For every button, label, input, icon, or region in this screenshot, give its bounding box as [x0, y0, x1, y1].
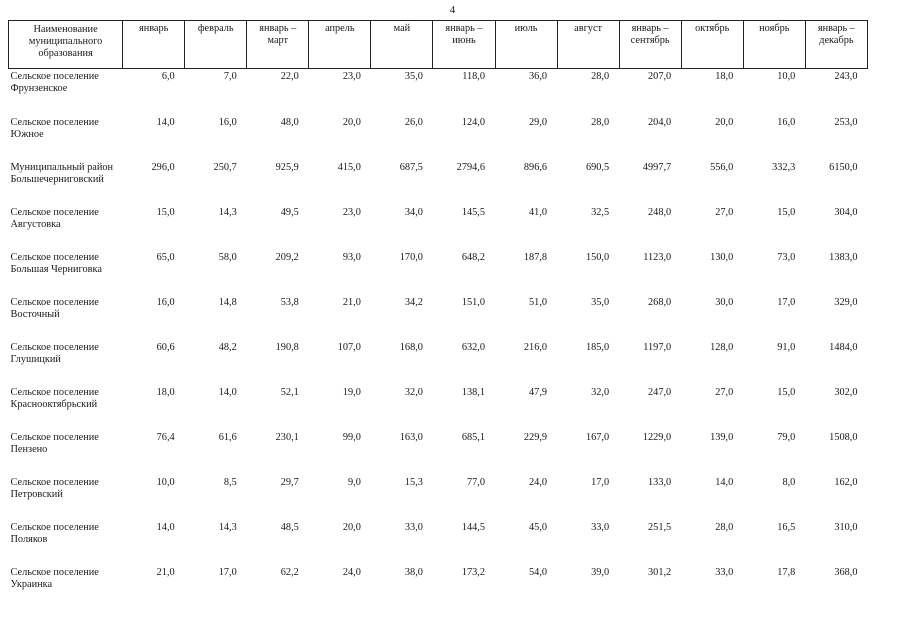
value-cell: 556,0 — [710, 162, 734, 173]
value-cell: 14,3 — [218, 522, 237, 533]
page-number: 4 — [449, 4, 456, 16]
column-header-aug: август — [557, 21, 619, 69]
value-cell: 21,0 — [342, 297, 361, 308]
value-cell: 209,2 — [275, 252, 299, 263]
value-cell: 73,0 — [777, 252, 796, 263]
value-cell: 45,0 — [529, 522, 548, 533]
value-cell: 33,0 — [715, 567, 734, 578]
value-cell: 29,0 — [529, 117, 548, 128]
value-cell: 99,0 — [342, 432, 361, 443]
value-cell: 39,0 — [591, 567, 610, 578]
value-cell: 54,0 — [529, 567, 548, 578]
value-cell: 93,0 — [342, 252, 361, 263]
column-header-9m: январь – сентябрь — [619, 21, 681, 69]
value-cell: 60,6 — [156, 342, 175, 353]
value-cell: 16,0 — [218, 117, 237, 128]
value-cell: 76,4 — [156, 432, 175, 443]
value-cell: 14,8 — [218, 297, 237, 308]
value-cell: 304,0 — [834, 207, 858, 218]
value-cell: 62,2 — [280, 567, 299, 578]
value-cell: 251,5 — [648, 522, 672, 533]
value-cell: 15,0 — [777, 387, 796, 398]
value-cell: 332,3 — [772, 162, 796, 173]
column-header-apr: апрель — [309, 21, 371, 69]
value-cell: 687,5 — [399, 162, 423, 173]
value-cell: 34,0 — [404, 207, 423, 218]
value-cell: 1123,0 — [643, 252, 672, 263]
value-cell: 27,0 — [715, 387, 734, 398]
table-row — [9, 341, 868, 386]
value-cell: 14,3 — [218, 207, 237, 218]
column-header-may: май — [371, 21, 433, 69]
data-table — [8, 20, 868, 611]
municipality-title: Восточный — [10, 309, 60, 320]
value-cell: 15,3 — [404, 477, 423, 488]
column-header-nov: ноябрь — [743, 21, 805, 69]
value-cell: 310,0 — [834, 522, 858, 533]
value-cell: 133,0 — [648, 477, 672, 488]
table-row — [9, 476, 868, 521]
municipality-name-cell — [9, 521, 123, 566]
value-cell: 139,0 — [710, 432, 734, 443]
municipality-name-cell — [9, 161, 123, 206]
value-cell: 925,9 — [275, 162, 299, 173]
value-cell: 301,2 — [648, 567, 672, 578]
value-cell: 167,0 — [585, 432, 610, 443]
value-cell: 79,0 — [777, 432, 796, 443]
value-cell: 173,2 — [461, 567, 485, 578]
municipality-name-cell — [9, 476, 123, 521]
value-cell: 23,0 — [342, 71, 361, 82]
value-cell: 34,2 — [404, 297, 423, 308]
municipality-title: Большая Черниговка — [10, 264, 102, 275]
value-cell: 243,0 — [834, 71, 858, 82]
column-header-year: январь – декабрь — [805, 21, 867, 69]
value-cell: 8,0 — [782, 477, 796, 488]
value-cell: 329,0 — [834, 297, 858, 308]
value-cell: 49,5 — [280, 207, 299, 218]
value-cell: 170,0 — [399, 252, 423, 263]
value-cell: 248,0 — [648, 207, 672, 218]
value-cell: 48,0 — [280, 117, 299, 128]
value-cell: 52,1 — [280, 387, 299, 398]
value-cell: 204,0 — [648, 117, 672, 128]
value-cell: 17,0 — [591, 477, 610, 488]
municipality-name-cell — [9, 251, 123, 296]
value-cell: 185,0 — [585, 342, 610, 353]
value-cell: 128,0 — [710, 342, 734, 353]
value-cell: 16,0 — [777, 117, 796, 128]
value-cell: 17,0 — [218, 567, 237, 578]
value-cell: 17,0 — [777, 297, 796, 308]
value-cell: 6,0 — [161, 71, 175, 82]
value-cell: 33,0 — [404, 522, 423, 533]
value-cell: 41,0 — [529, 207, 548, 218]
value-cell: 296,0 — [151, 162, 175, 173]
municipality-type: Сельское поселение — [10, 252, 99, 263]
value-cell: 32,5 — [591, 207, 610, 218]
municipality-title: Фрунзенское — [10, 83, 68, 94]
municipality-name-cell — [9, 206, 123, 251]
municipality-type: Сельское поселение — [10, 432, 99, 443]
value-cell: 21,0 — [156, 567, 175, 578]
value-cell: 302,0 — [834, 387, 858, 398]
column-header-oct: октябрь — [681, 21, 743, 69]
value-cell: 20,0 — [715, 117, 734, 128]
value-cell: 230,1 — [275, 432, 299, 443]
table-row — [9, 116, 868, 161]
value-cell: 48,5 — [280, 522, 299, 533]
value-cell: 648,2 — [461, 252, 485, 263]
value-cell: 190,8 — [275, 342, 299, 353]
municipality-title: Большечерниговский — [10, 174, 104, 185]
municipality-title: Украинка — [10, 579, 53, 590]
value-cell: 19,0 — [342, 387, 361, 398]
value-cell: 20,0 — [342, 522, 361, 533]
municipality-name-cell — [9, 341, 123, 386]
value-cell: 632,0 — [461, 342, 485, 353]
value-cell: 47,9 — [529, 387, 548, 398]
value-cell: 250,7 — [213, 162, 237, 173]
municipality-type: Сельское поселение — [10, 342, 99, 353]
municipality-type: Сельское поселение — [10, 207, 99, 218]
value-cell: 38,0 — [404, 567, 423, 578]
value-cell: 36,0 — [529, 71, 548, 82]
value-cell: 28,0 — [591, 71, 610, 82]
header-row — [9, 21, 868, 69]
table-row — [9, 566, 868, 611]
table-body — [9, 69, 868, 612]
value-cell: 61,6 — [218, 432, 237, 443]
value-cell: 20,0 — [342, 117, 361, 128]
value-cell: 685,1 — [461, 432, 485, 443]
value-cell: 896,6 — [523, 162, 548, 173]
value-cell: 14,0 — [218, 387, 237, 398]
value-cell: 145,5 — [461, 207, 485, 218]
value-cell: 35,0 — [404, 71, 423, 82]
value-cell: 10,0 — [777, 71, 796, 82]
value-cell: 253,0 — [834, 117, 858, 128]
municipality-type: Сельское поселение — [10, 71, 99, 82]
value-cell: 28,0 — [715, 522, 734, 533]
table-row — [9, 296, 868, 341]
value-cell: 690,5 — [585, 162, 610, 173]
value-cell: 26,0 — [404, 117, 423, 128]
municipality-type: Муниципальный район — [10, 162, 113, 173]
value-cell: 118,0 — [462, 71, 485, 82]
value-cell: 207,0 — [648, 71, 672, 82]
value-cell: 14,0 — [156, 117, 175, 128]
value-cell: 32,0 — [591, 387, 610, 398]
column-header-jan: январь — [123, 21, 185, 69]
municipality-name-cell — [9, 296, 123, 341]
value-cell: 18,0 — [156, 387, 175, 398]
value-cell: 124,0 — [461, 117, 485, 128]
value-cell: 368,0 — [834, 567, 858, 578]
municipality-type: Сельское поселение — [10, 522, 99, 533]
value-cell: 8,5 — [223, 477, 237, 488]
value-cell: 415,0 — [337, 162, 361, 173]
value-cell: 162,0 — [834, 477, 858, 488]
value-cell: 107,0 — [337, 342, 361, 353]
value-cell: 33,0 — [591, 522, 610, 533]
municipality-type: Сельское поселение — [10, 387, 99, 398]
value-cell: 77,0 — [466, 477, 485, 488]
municipality-name-cell — [9, 69, 123, 117]
municipality-name-cell — [9, 431, 123, 476]
value-cell: 29,7 — [280, 477, 299, 488]
value-cell: 48,2 — [218, 342, 237, 353]
table-row — [9, 386, 868, 431]
value-cell: 6150,0 — [829, 162, 858, 173]
municipality-title: Южное — [10, 129, 44, 140]
value-cell: 28,0 — [591, 117, 610, 128]
value-cell: 15,0 — [777, 207, 796, 218]
value-cell: 130,0 — [710, 252, 734, 263]
table-row — [9, 431, 868, 476]
municipality-title: Глушицкий — [10, 354, 61, 365]
value-cell: 144,5 — [461, 522, 485, 533]
value-cell: 58,0 — [218, 252, 237, 263]
value-cell: 24,0 — [342, 567, 361, 578]
value-cell: 65,0 — [156, 252, 175, 263]
column-header-q1: январь – март — [247, 21, 309, 69]
value-cell: 1484,0 — [829, 342, 858, 353]
value-cell: 168,0 — [399, 342, 423, 353]
municipality-type: Сельское поселение — [10, 117, 99, 128]
municipality-title: Августовка — [10, 219, 61, 230]
value-cell: 247,0 — [648, 387, 672, 398]
value-cell: 16,5 — [777, 522, 796, 533]
value-cell: 24,0 — [529, 477, 548, 488]
column-header-name: Наименование муниципального образования — [9, 21, 123, 69]
value-cell: 268,0 — [648, 297, 672, 308]
value-cell: 18,0 — [715, 71, 734, 82]
value-cell: 22,0 — [280, 71, 299, 82]
value-cell: 91,0 — [777, 342, 796, 353]
municipality-title: Краснооктябрьский — [10, 399, 98, 410]
table-row — [9, 161, 868, 206]
value-cell: 216,0 — [523, 342, 548, 353]
value-cell: 4997,7 — [642, 162, 672, 173]
table-row — [9, 521, 868, 566]
value-cell: 9,0 — [348, 477, 361, 488]
value-cell: 32,0 — [404, 387, 423, 398]
value-cell: 187,8 — [523, 252, 548, 263]
table-row — [9, 206, 868, 251]
value-cell: 2794,6 — [456, 162, 485, 173]
table-row — [9, 69, 868, 117]
municipality-title: Пензено — [10, 444, 48, 455]
value-cell: 138,1 — [461, 387, 485, 398]
municipality-title: Петровский — [10, 489, 63, 500]
municipality-title: Поляков — [10, 534, 48, 545]
value-cell: 15,0 — [156, 207, 175, 218]
value-cell: 53,8 — [280, 297, 299, 308]
value-cell: 51,0 — [529, 297, 548, 308]
value-cell: 1197,0 — [643, 342, 672, 353]
municipality-type: Сельское поселение — [10, 567, 99, 578]
municipality-name-cell — [9, 116, 123, 161]
column-header-jul: июль — [495, 21, 557, 69]
value-cell: 10,0 — [156, 477, 175, 488]
value-cell: 7,0 — [223, 71, 237, 82]
value-cell: 1383,0 — [829, 252, 858, 263]
municipality-name-cell — [9, 386, 123, 431]
value-cell: 14,0 — [715, 477, 734, 488]
municipality-type: Сельское поселение — [10, 477, 99, 488]
column-header-h1: январь – июнь — [433, 21, 495, 69]
value-cell: 1508,0 — [829, 432, 858, 443]
value-cell: 1229,0 — [642, 432, 672, 443]
value-cell: 30,0 — [715, 297, 734, 308]
value-cell: 23,0 — [342, 207, 361, 218]
value-cell: 17,8 — [777, 567, 796, 578]
column-header-feb: февраль — [185, 21, 247, 69]
value-cell: 163,0 — [399, 432, 423, 443]
municipality-type: Сельское поселение — [10, 297, 99, 308]
value-cell: 229,9 — [523, 432, 548, 443]
municipality-name-cell — [9, 566, 123, 611]
table-row — [9, 251, 868, 296]
value-cell: 150,0 — [585, 252, 610, 263]
value-cell: 27,0 — [715, 207, 734, 218]
value-cell: 151,0 — [461, 297, 485, 308]
value-cell: 14,0 — [156, 522, 175, 533]
value-cell: 35,0 — [591, 297, 610, 308]
table-header — [9, 21, 868, 69]
value-cell: 16,0 — [156, 297, 175, 308]
